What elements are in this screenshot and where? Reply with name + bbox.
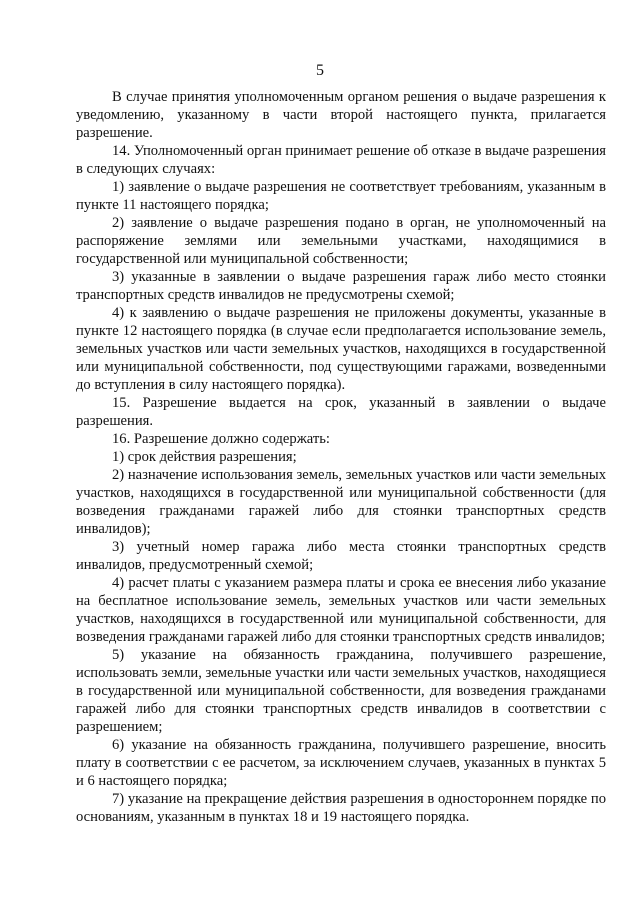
list-item: 3) учетный номер гаража либо места стоянки транспортных средств инвалидов, предусмотренный схемой; bbox=[76, 539, 606, 573]
list-item: 6) указание на обязанность гражданина, получившего разрешение, вносить плату в соответствии с ее расчетом, за исключением случаев, указанных в пунктах 5 и 6 настоящего порядка; bbox=[76, 737, 606, 789]
paragraph: 14. Уполномоченный орган принимает решение об отказе в выдаче разрешения в следующих случаях: bbox=[76, 143, 606, 177]
page-number: 5 bbox=[316, 62, 324, 79]
list-item: 5) указание на обязанность гражданина, получившего разрешение, использовать земли, земельные участки или части земельных участков, находящиеся в государственной или муниципальной собственности, для возведения гражданами гаражей либо для стоянки транспортных средств инвалидов в соответствии с разрешением; bbox=[76, 647, 606, 735]
document-body bbox=[76, 88, 606, 826]
list-item: 2) назначение использования земель, земельных участков или части земельных участков, находящихся в государственной или муниципальной собственности (для возведения гражданами гаражей либо для стоянки транспортных средств инвалидов); bbox=[76, 467, 606, 537]
list-item: 2) заявление о выдаче разрешения подано в орган, не уполномоченный на распоряжение землями или земельными участками, находящимися в государственной или муниципальной собственности; bbox=[76, 215, 606, 267]
list-item: 7) указание на прекращение действия разрешения в одностороннем порядке по основаниям, указанным в пунктах 18 и 19 настоящего порядка. bbox=[76, 791, 606, 825]
paragraph: В случае принятия уполномоченным органом решения о выдаче разрешения к уведомлению, указанному в части второй настоящего пункта, прилагается разрешение. bbox=[76, 89, 606, 141]
list-item: 1) заявление о выдаче разрешения не соответствует требованиям, указанным в пункте 11 настоящего порядка; bbox=[76, 179, 606, 213]
list-item: 1) срок действия разрешения; bbox=[112, 449, 297, 465]
paragraph: 16. Разрешение должно содержать: bbox=[112, 431, 330, 447]
paragraph: 15. Разрешение выдается на срок, указанный в заявлении о выдаче разрешения. bbox=[76, 395, 606, 429]
list-item: 3) указанные в заявлении о выдаче разрешения гараж либо место стоянки транспортных средств инвалидов не предусмотрены схемой; bbox=[76, 269, 606, 303]
list-item: 4) к заявлению о выдаче разрешения не приложены документы, указанные в пункте 12 настоящего порядка (в случае если предполагается использование земель, земельных участков или части земельных участков, находящихся в государственной или муниципальной собственности, под существующими гаражами, возведенными до вступления в силу настоящего порядка). bbox=[76, 305, 606, 393]
list-item: 4) расчет платы с указанием размера платы и срока ее внесения либо указание на бесплатное использование земель, земельных участков или части земельных участков, находящихся в государственной или муниципальной собственности, для возведения гражданами гаражей либо для стоянки транспортных средств инвалидов; bbox=[76, 575, 606, 645]
